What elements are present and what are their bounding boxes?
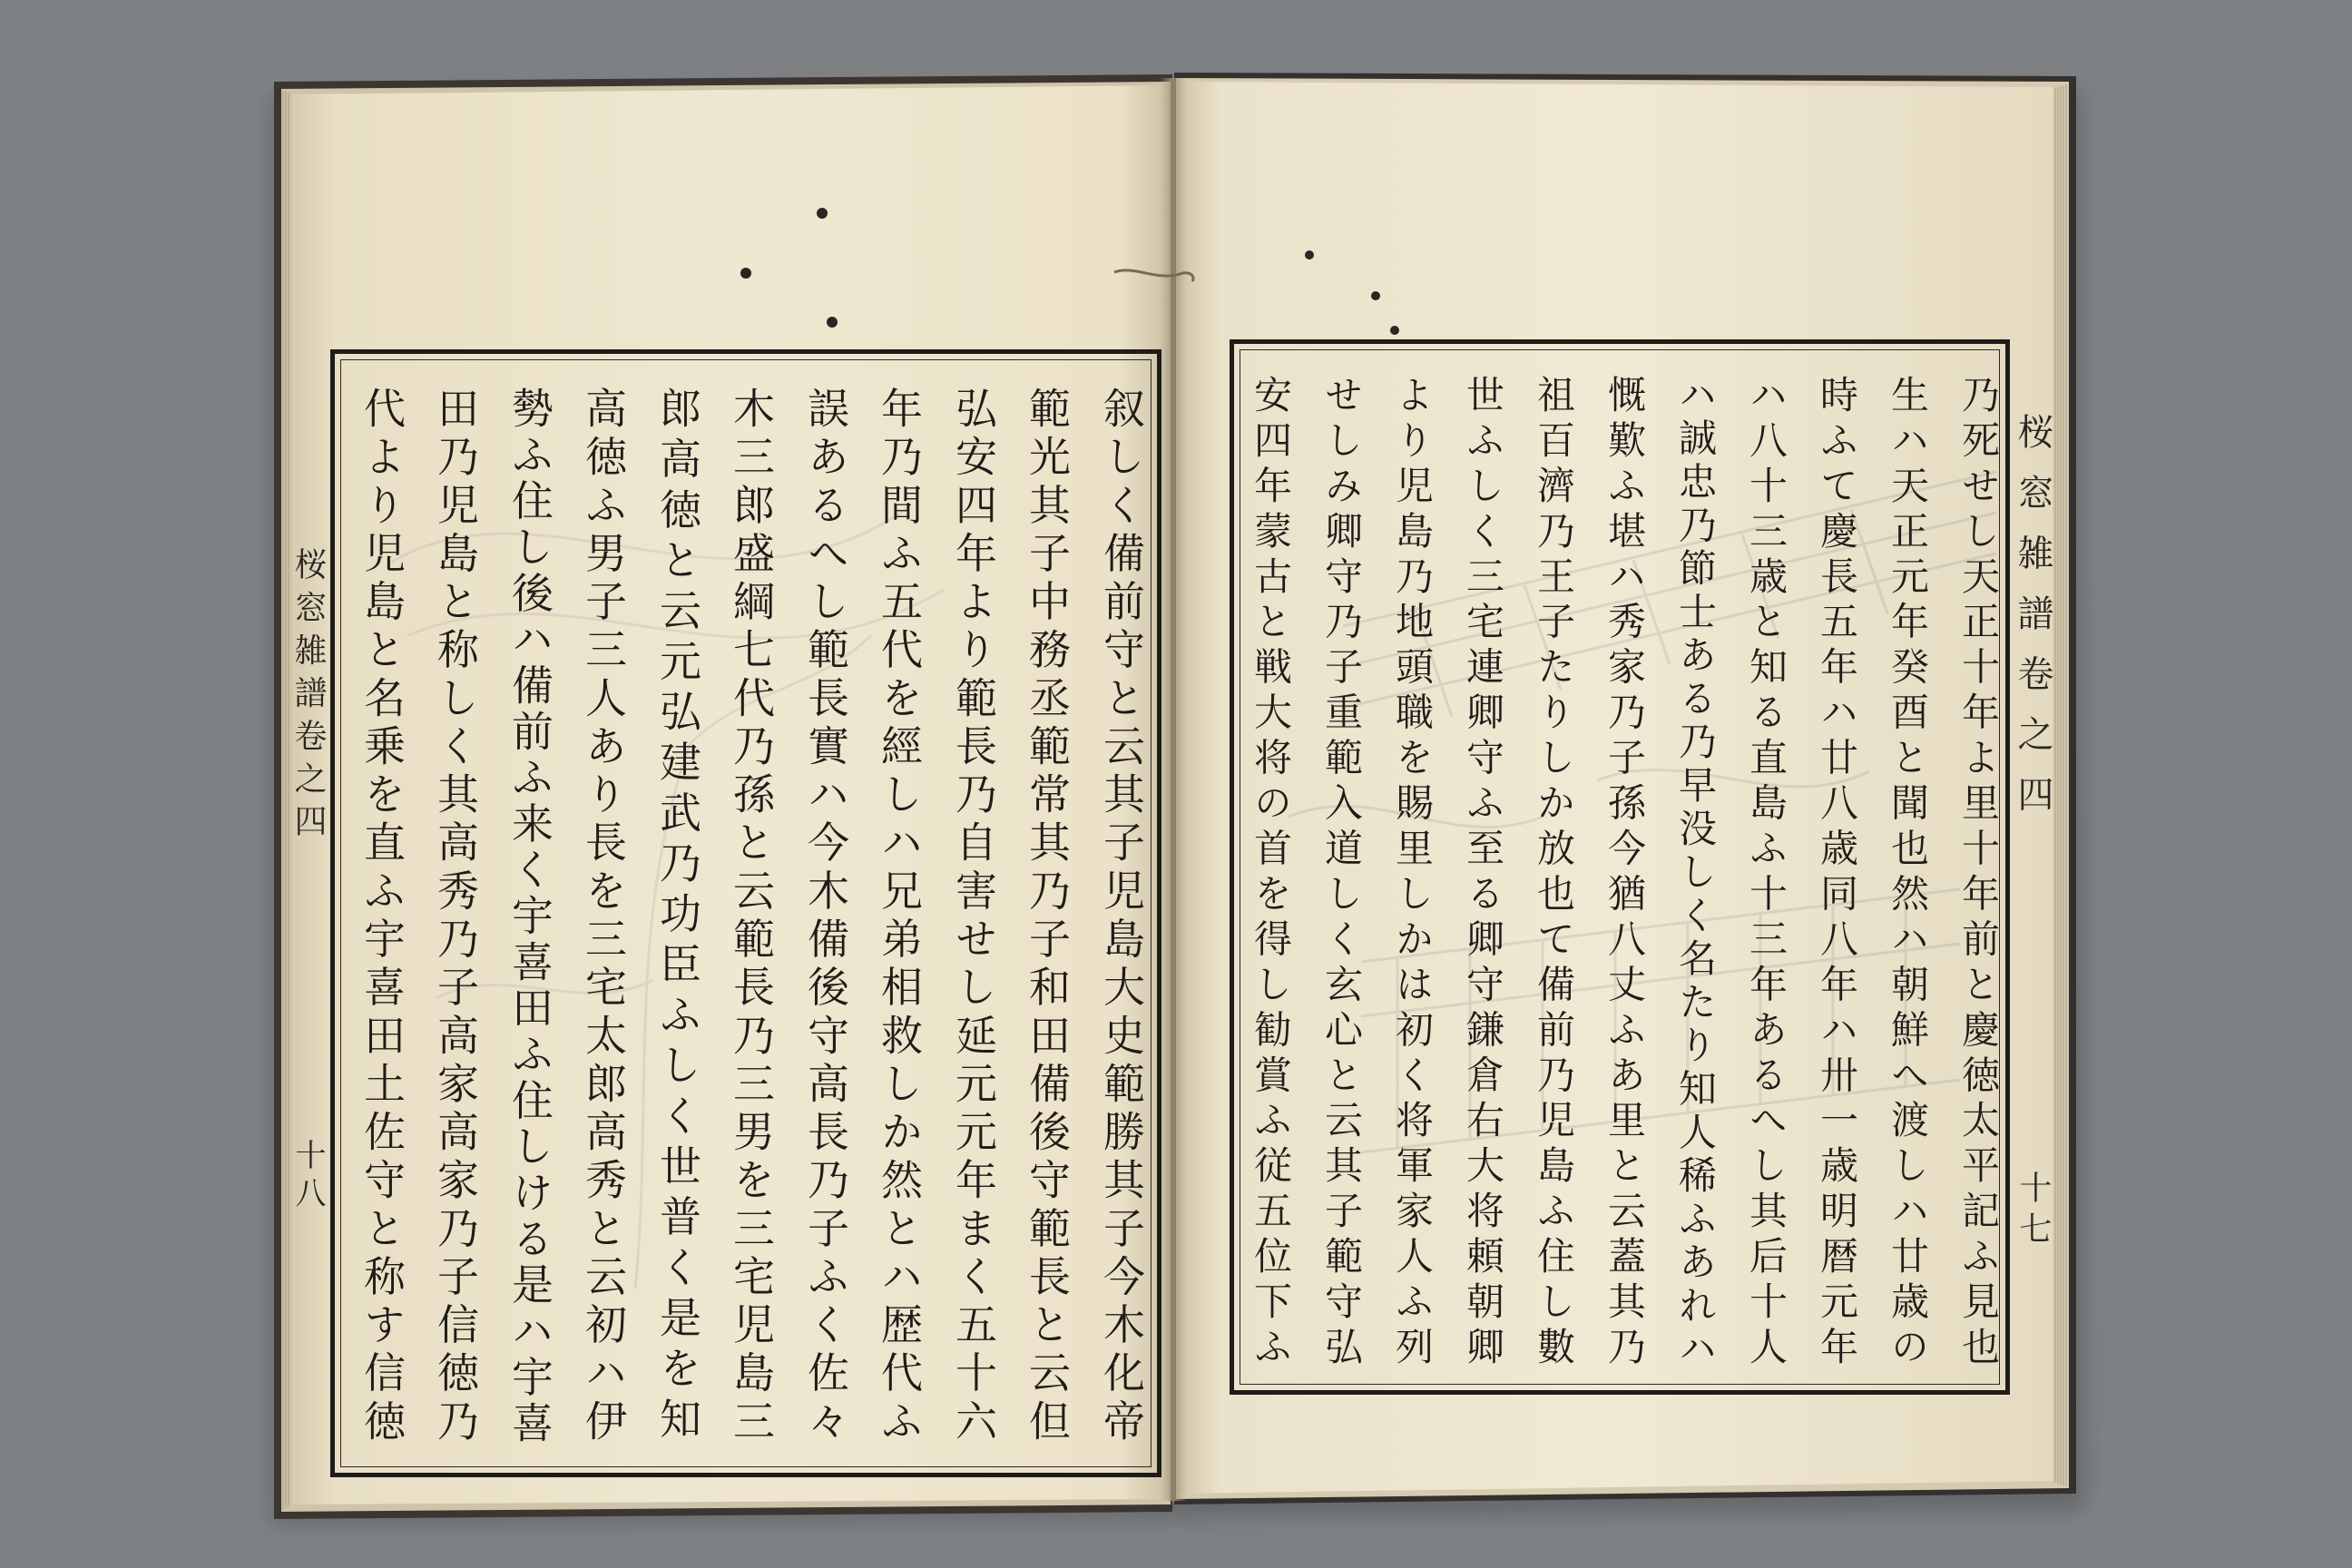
text-column: 乃死せし天正十年よ里十年前と慶徳太平記ふ見也	[1956, 375, 2001, 1372]
text-column: 生ハ天正元年癸酉と聞也然ハ朝鮮へ渡しハ廿歳の	[1886, 375, 1930, 1372]
text-column: 時ふて慶長五年ハ廿八歳同八年ハ卅一歳明暦元年	[1815, 375, 1859, 1372]
text-column: 弘安四年より範長乃自害せし延元元年まく五十六	[949, 387, 998, 1447]
text-column: 慨歎ふ堪ハ秀家乃子孫今猶八丈ふあ里と云蓋其乃	[1602, 375, 1647, 1372]
text-column: 安四年蒙古と戦大将の首を得し勧賞ふ従五位下ふ	[1249, 375, 1293, 1372]
text-column: 田乃児島と称しく其高秀乃子高家高家乃子信徳乃	[431, 387, 480, 1447]
text-column: ハ誠忠乃節士ある乃早没しく名たり知人稀ふあれハ	[1673, 375, 1718, 1372]
text-column: 誤あるへし範長實ハ今木備後守高長乃子ふく佐々	[801, 387, 850, 1447]
text-column: 年乃間ふ五代を經しハ兄弟相救しか然とハ歴代ふ	[875, 387, 924, 1447]
text-column: 郎高徳と云元弘建武乃功臣ふしく世普く是を知	[653, 387, 702, 1447]
text-column: 世ふしく三宅連卿守ふ至る卿守鎌倉右大将頼朝卿	[1461, 375, 1505, 1372]
left-running-title: 桜窓雑譜卷之四	[289, 547, 327, 847]
text-column: 代より児島と名乗を直ふ宇喜田土佐守と称す信徳	[358, 387, 407, 1447]
right-folio-number: 十七	[2014, 1171, 2052, 1252]
right-running-title: 桜窓雑譜卷之四	[2012, 413, 2053, 836]
text-column: 高徳ふ男子三人あり長を三宅太郎高秀と云初ハ伊	[579, 387, 628, 1447]
text-column: 範光其子中務丞範常其乃子和田備後守範長と云但	[1023, 387, 1072, 1447]
text-column: ハ八十三歳と知る直島ふ十三年あるへし其后十人	[1744, 375, 1788, 1372]
text-column: 木三郎盛綱七代乃孫と云範長乃三男を三宅児島三	[727, 387, 776, 1447]
text-column: 勢ふ住し後ハ備前ふ来く宇喜田ふ住しける是ハ宇喜	[505, 387, 554, 1447]
text-column: 叙しく備前守と云其子児島大史範勝其子今木化帝	[1097, 387, 1146, 1447]
text-column: せしみ卿守乃子重範入道しく玄心と云其子範守弘	[1319, 375, 1364, 1372]
text-column: 祖百濟乃王子たりしか放也て備前乃児島ふ住し數	[1532, 375, 1576, 1372]
text-column: より児島乃地頭職を賜里しかは初く将軍家人ふ列	[1390, 375, 1435, 1372]
left-folio-number: 十八	[289, 1139, 326, 1215]
